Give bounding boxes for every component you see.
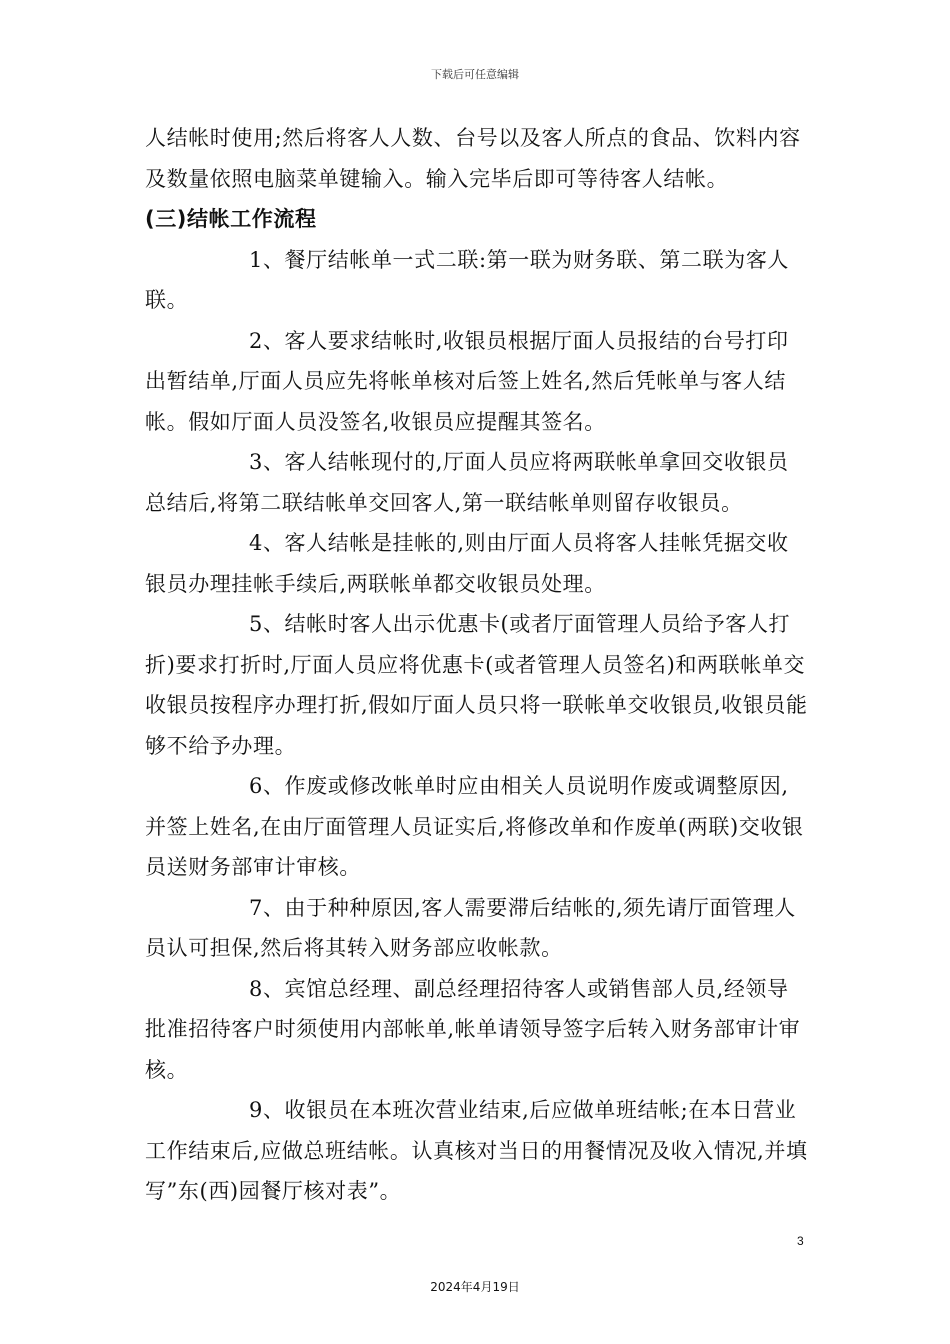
paragraph-2: 2、客人要求结帐时,收银员根据厅面人员报结的台号打印出暂结单,厅面人员应先将帐单核对后签上姓名,然后凭帐单与客人结帐。假如厅面人员没签名,收银员应提醒其签名。 — [145, 328, 789, 434]
section-heading: (三)结帐工作流程 — [145, 207, 317, 231]
paragraph-continuation: 人结帐时使用;然后将客人人数、台号以及客人所点的食品、饮料内容及数量依照电脑菜单键输入。输入完毕后即可等待客人结帐。 — [145, 126, 801, 191]
paragraph-3: 3、客人结帐现付的,厅面人员应将两联帐单拿回交收银员总结后,将第二联结帐单交回客人,第一联结帐单则留存收银员。 — [145, 450, 789, 515]
footer-date: 2024年4月19日 — [430, 1280, 520, 1294]
paragraph-5: 5、结帐时客人出示优惠卡(或者厅面管理人员给予客人打折)要求打折时,厅面人员应将优惠卡(或者管理人员签名)和两联帐单交收银员按程序办理打折,假如厅面人员只将一联帐单交收银员,收银员能够不给予办理。 — [145, 612, 808, 758]
page-number: 3 — [797, 1234, 804, 1248]
paragraph-9: 9、收银员在本班次营业结束,后应做单班结帐;在本日营业工作结束后,应做总班结帐。认真核对当日的用餐情况及收入情况,并填写”东(西)园餐厅核对表”。 — [145, 1098, 808, 1203]
paragraph-7: 7、由于种种原因,客人需要滞后结帐的,须先请厅面管理人员认可担保,然后将其转入财务部应收帐款。 — [145, 895, 796, 960]
paragraph-1: 1、餐厅结帐单一式二联:第一联为财务联、第二联为客人联。 — [145, 247, 790, 312]
paragraph-4: 4、客人结帐是挂帐的,则由厅面人员将客人挂帐凭据交收银员办理挂帐手续后,两联帐单都交收银员处理。 — [145, 531, 789, 596]
page-header: 下载后可任意编辑 — [431, 68, 519, 81]
document-body — [145, 118, 810, 1212]
paragraph-6: 6、作废或修改帐单时应由相关人员说明作废或调整原因,并签上姓名,在由厅面管理人员证实后,将修改单和作废单(两联)交收银员送财务部审计审核。 — [145, 774, 804, 879]
paragraph-8: 8、宾馆总经理、副总经理招待客人或销售部人员,经领导批准招待客户时须使用内部帐单,帐单请领导签字后转入财务部审计审核。 — [145, 976, 801, 1082]
